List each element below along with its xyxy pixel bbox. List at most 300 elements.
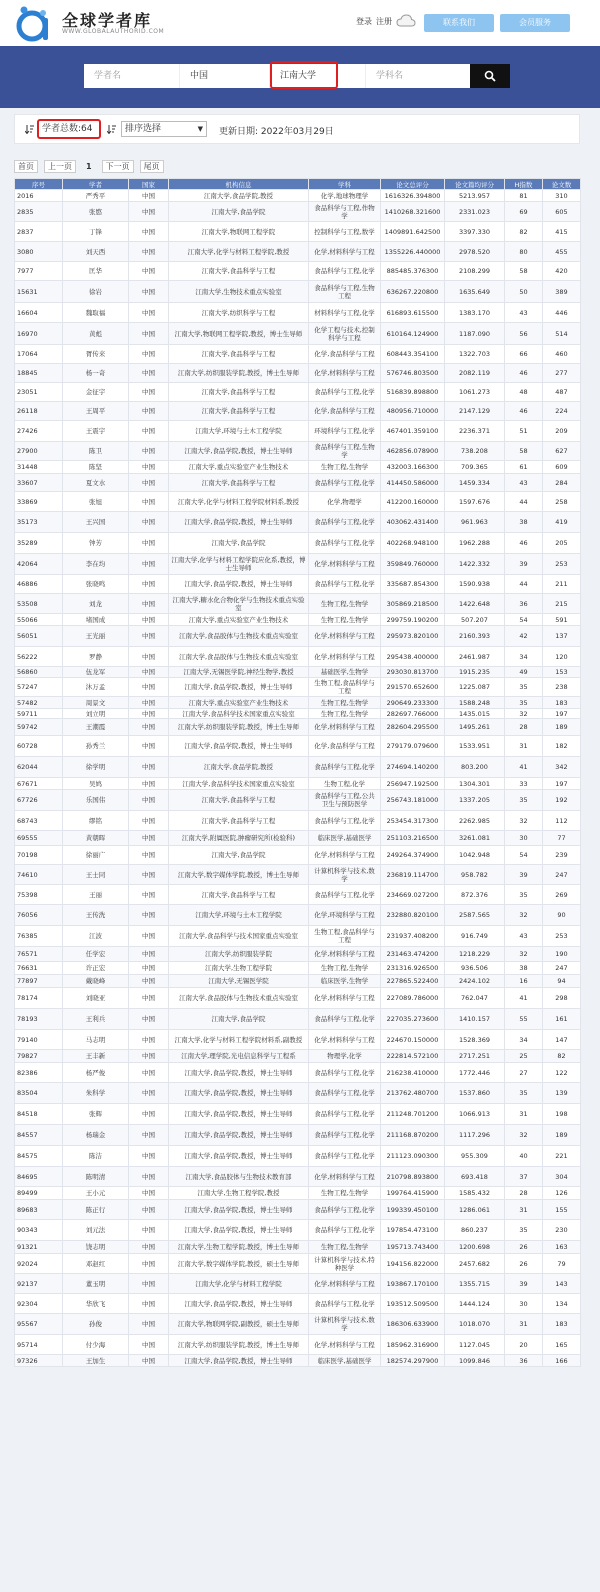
logo-title[interactable]: 全球学者库 — [62, 11, 153, 30]
cell-avg-score: 1585.432 — [445, 1187, 505, 1200]
table-row[interactable] — [15, 1030, 581, 1050]
cell-total-score: 608443.354100 — [381, 345, 445, 364]
cell-scholar-name[interactable]: 乐国伟 — [63, 790, 129, 811]
table-row[interactable] — [15, 1104, 581, 1125]
cell-h-index: 82 — [505, 222, 543, 242]
cell-scholar-name[interactable]: 王震宇 — [63, 421, 129, 442]
cell-scholar-name[interactable]: 王士同 — [63, 865, 129, 885]
cell-paper-count: 277 — [543, 364, 581, 383]
cell-h-index: 35 — [505, 1220, 543, 1241]
cell-paper-count: 247 — [543, 865, 581, 885]
cell-index: 33607 — [15, 474, 63, 492]
cell-paper-count: 446 — [543, 303, 581, 323]
cell-subject: 临床医学,基础医学 — [309, 831, 381, 846]
cell-scholar-name[interactable]: 王周平 — [63, 402, 129, 421]
table-row[interactable] — [15, 1241, 581, 1254]
cell-scholar-name[interactable]: 华欣飞 — [63, 1294, 129, 1314]
cell-h-index: 31 — [505, 1314, 543, 1335]
cell-scholar-name[interactable]: 吴鸠 — [63, 778, 129, 790]
cell-h-index: 54 — [505, 846, 543, 865]
cell-country: 中国 — [129, 554, 169, 575]
cell-scholar-name[interactable]: 徐丽广 — [63, 846, 129, 865]
cell-country: 中国 — [129, 905, 169, 926]
table-row[interactable] — [15, 926, 581, 947]
cell-scholar-name[interactable]: 沐万孟 — [63, 678, 129, 697]
table-row[interactable] — [15, 790, 581, 811]
cell-scholar-name[interactable]: 刘晓亚 — [63, 988, 129, 1009]
table-row[interactable] — [15, 421, 581, 442]
cell-country: 中国 — [129, 364, 169, 383]
cell-h-index: 41 — [505, 988, 543, 1009]
cell-index: 90343 — [15, 1220, 63, 1241]
table-row[interactable] — [15, 492, 581, 512]
cell-avg-score: 2108.299 — [445, 262, 505, 281]
cell-index: 27426 — [15, 421, 63, 442]
cell-h-index: 38 — [505, 962, 543, 975]
cell-scholar-name[interactable]: 陈正行 — [63, 1200, 129, 1220]
cell-avg-score: 916.749 — [445, 926, 505, 947]
cell-avg-score: 738.208 — [445, 442, 505, 461]
cell-institution: 江南大学,理学院,光电信息科学与工程系 — [169, 1050, 309, 1063]
sort-order-icon[interactable] — [107, 124, 116, 134]
contact-us-button[interactable]: 联系我们 — [424, 14, 494, 32]
table-row[interactable] — [15, 1050, 581, 1063]
cell-scholar-name[interactable]: 徐岩 — [63, 281, 129, 303]
cell-avg-score: 961.963 — [445, 512, 505, 533]
cell-scholar-name[interactable]: 孙秀兰 — [63, 736, 129, 757]
cell-index: 60728 — [15, 736, 63, 757]
cell-scholar-name[interactable]: 孙俊 — [63, 1314, 129, 1335]
cell-subject: 食品科学与工程,化学 — [309, 757, 381, 778]
cell-scholar-name[interactable]: 李在均 — [63, 554, 129, 575]
cell-paper-count: 198 — [543, 1104, 581, 1125]
cell-index: 79140 — [15, 1030, 63, 1050]
table-row[interactable] — [15, 442, 581, 461]
cell-country: 中国 — [129, 811, 169, 831]
cell-subject: 生物工程,生物学 — [309, 1187, 381, 1200]
cell-avg-score: 872.376 — [445, 885, 505, 905]
institution-input[interactable] — [270, 64, 366, 88]
cell-avg-score: 1286.061 — [445, 1200, 505, 1220]
cell-scholar-name[interactable]: 王兴国 — [63, 512, 129, 533]
cell-index: 84518 — [15, 1104, 63, 1125]
cell-country: 中国 — [129, 1254, 169, 1274]
cell-h-index: 46 — [505, 364, 543, 383]
cell-institution: 江南大学,重点实验室产业生物技术 — [169, 614, 309, 626]
cell-paper-count: 112 — [543, 811, 581, 831]
table-row[interactable] — [15, 345, 581, 364]
cell-institution: 江南大学,化学与材料工程学院 — [169, 1274, 309, 1294]
cell-paper-count: 224 — [543, 402, 581, 421]
cell-scholar-name[interactable]: 黄朝晖 — [63, 831, 129, 846]
cell-h-index: 26 — [505, 1254, 543, 1274]
cell-avg-score: 2424.102 — [445, 975, 505, 988]
table-row[interactable] — [15, 202, 581, 222]
cell-institution: 江南大学,纺织服装学院,教授，博士生导师 — [169, 364, 309, 383]
cell-avg-score: 1533.951 — [445, 736, 505, 757]
cell-total-score: 516839.898800 — [381, 383, 445, 402]
cell-institution: 江南大学,化学与材料工程学院应化系,教授，博士生导师 — [169, 554, 309, 575]
cell-paper-count: 455 — [543, 242, 581, 262]
table-row[interactable] — [15, 757, 581, 778]
table-row[interactable] — [15, 1146, 581, 1167]
cell-h-index: 61 — [505, 461, 543, 474]
cell-country: 中国 — [129, 736, 169, 757]
cell-total-score: 1410268.321600 — [381, 202, 445, 222]
cell-index: 56051 — [15, 626, 63, 647]
table-row[interactable] — [15, 905, 581, 926]
cell-scholar-name[interactable]: 张辉 — [63, 1104, 129, 1125]
table-row[interactable] — [15, 281, 581, 303]
cell-scholar-name[interactable]: 杨严俊 — [63, 1063, 129, 1083]
cell-scholar-name[interactable]: 许正宏 — [63, 962, 129, 975]
cell-avg-score: 2331.023 — [445, 202, 505, 222]
cell-scholar-name[interactable]: 陈明清 — [63, 1167, 129, 1187]
table-row[interactable] — [15, 811, 581, 831]
table-body — [15, 190, 581, 1367]
cell-scholar-name[interactable]: 王加生 — [63, 1355, 129, 1367]
table-row[interactable] — [15, 1187, 581, 1200]
table-row[interactable] — [15, 1125, 581, 1146]
table-row[interactable] — [15, 831, 581, 846]
cell-h-index: 51 — [505, 421, 543, 442]
cell-scholar-name[interactable]: 朱科学 — [63, 1083, 129, 1104]
cell-scholar-name[interactable]: 伍龙军 — [63, 667, 129, 678]
cell-total-score: 194156.822000 — [381, 1254, 445, 1274]
cell-paper-count: 460 — [543, 345, 581, 364]
cell-paper-count: 205 — [543, 533, 581, 554]
cell-scholar-name[interactable]: 王小元 — [63, 1187, 129, 1200]
table-row[interactable] — [15, 402, 581, 421]
cell-index: 92024 — [15, 1254, 63, 1274]
cell-scholar-name[interactable]: 陈坚 — [63, 461, 129, 474]
cell-subject: 化学,材料科学与工程 — [309, 988, 381, 1009]
cell-subject: 食品科学与工程,化学 — [309, 1009, 381, 1030]
cell-total-score: 274694.140200 — [381, 757, 445, 778]
cell-scholar-name[interactable]: 刘天西 — [63, 242, 129, 262]
cell-index: 33869 — [15, 492, 63, 512]
table-row[interactable] — [15, 1314, 581, 1335]
table-row[interactable] — [15, 865, 581, 885]
cell-scholar-name[interactable]: 马志明 — [63, 1030, 129, 1050]
cell-country: 中国 — [129, 442, 169, 461]
cell-scholar-name[interactable]: 王传洗 — [63, 905, 129, 926]
cell-scholar-name[interactable]: 王光丽 — [63, 626, 129, 647]
table-row[interactable] — [15, 1294, 581, 1314]
table-row[interactable] — [15, 962, 581, 975]
table-row[interactable] — [15, 383, 581, 402]
cell-institution: 江南大学,食品学院,教授，博士生导师 — [169, 1200, 309, 1220]
table-row[interactable] — [15, 512, 581, 533]
update-date — [219, 124, 334, 137]
next-page-button[interactable]: 下一页 — [102, 160, 134, 173]
cell-scholar-name[interactable]: 张晓鸣 — [63, 575, 129, 594]
cell-h-index: 54 — [505, 614, 543, 626]
cell-total-score: 291570.652600 — [381, 678, 445, 697]
cell-scholar-name[interactable]: 戴晓峰 — [63, 975, 129, 988]
cell-index: 89499 — [15, 1187, 63, 1200]
cell-scholar-name[interactable]: 王潮霞 — [63, 719, 129, 736]
cell-paper-count: 190 — [543, 947, 581, 962]
table-row[interactable] — [15, 626, 581, 647]
cell-country: 中国 — [129, 594, 169, 614]
cell-index: 76631 — [15, 962, 63, 975]
cell-scholar-name[interactable]: 周景文 — [63, 697, 129, 709]
cell-avg-score: 693.418 — [445, 1167, 505, 1187]
cell-avg-score: 1772.446 — [445, 1063, 505, 1083]
sort-select[interactable] — [121, 121, 207, 137]
cell-subject: 临床医学,生物学 — [309, 975, 381, 988]
table-row[interactable] — [15, 678, 581, 697]
table-row[interactable] — [15, 594, 581, 614]
cell-country: 中国 — [129, 1220, 169, 1241]
cell-scholar-name[interactable]: 任学宏 — [63, 947, 129, 962]
table-row[interactable] — [15, 1063, 581, 1083]
cell-institution: 江南大学,食品学院 — [169, 846, 309, 865]
cell-scholar-name[interactable]: 刘元法 — [63, 1220, 129, 1241]
cell-index: 67726 — [15, 790, 63, 811]
cell-country: 中国 — [129, 778, 169, 790]
table-row[interactable] — [15, 1335, 581, 1355]
cell-paper-count: 183 — [543, 1314, 581, 1335]
cell-avg-score: 2717.251 — [445, 1050, 505, 1063]
cell-scholar-name[interactable]: 丁锋 — [63, 222, 129, 242]
cloud-icon[interactable] — [396, 13, 416, 29]
table-row[interactable] — [15, 614, 581, 626]
table-row[interactable] — [15, 554, 581, 575]
cell-institution: 江南大学,食品学院 — [169, 202, 309, 222]
table-row[interactable] — [15, 697, 581, 709]
logo-icon[interactable] — [14, 4, 54, 42]
subject-input[interactable]: 学科名 — [376, 71, 404, 81]
table-row[interactable] — [15, 709, 581, 719]
table-row[interactable] — [15, 988, 581, 1009]
cell-paper-count: 163 — [543, 1241, 581, 1254]
scholar-name-input[interactable]: 学者名 — [84, 64, 180, 88]
table-row[interactable] — [15, 364, 581, 383]
cell-paper-count: 182 — [543, 736, 581, 757]
table-row[interactable] — [15, 1083, 581, 1104]
cell-scholar-name[interactable]: 黄彪 — [63, 323, 129, 345]
cell-index: 17064 — [15, 345, 63, 364]
cell-country: 中国 — [129, 1146, 169, 1167]
cell-avg-score: 1444.124 — [445, 1294, 505, 1314]
cell-scholar-name[interactable]: 刘立明 — [63, 709, 129, 719]
table-row[interactable] — [15, 1355, 581, 1367]
cell-subject: 食品科学与工程,化学 — [309, 1294, 381, 1314]
table-row[interactable] — [15, 533, 581, 554]
cell-avg-score: 2978.520 — [445, 242, 505, 262]
cell-scholar-name[interactable]: 匡华 — [63, 262, 129, 281]
cell-subject: 食品科学与工程,化学 — [309, 1220, 381, 1241]
cell-total-score: 193512.509500 — [381, 1294, 445, 1314]
cell-h-index: 48 — [505, 383, 543, 402]
sort-icon[interactable] — [25, 124, 34, 134]
cell-scholar-name[interactable]: 王丰新 — [63, 1050, 129, 1063]
table-row[interactable] — [15, 1274, 581, 1294]
cell-scholar-name[interactable]: 堵国成 — [63, 614, 129, 626]
last-page-button[interactable]: 尾页 — [140, 160, 164, 173]
cell-scholar-name[interactable]: 董玉明 — [63, 1274, 129, 1294]
cell-paper-count: 90 — [543, 905, 581, 926]
cell-index: 57482 — [15, 697, 63, 709]
table-row[interactable] — [15, 947, 581, 962]
table-row[interactable] — [15, 461, 581, 474]
cell-country: 中国 — [129, 281, 169, 303]
cell-paper-count: 284 — [543, 474, 581, 492]
cell-subject: 生物工程,生物学 — [309, 697, 381, 709]
cell-total-score: 236819.114700 — [381, 865, 445, 885]
cell-scholar-name[interactable]: 钟芳 — [63, 533, 129, 554]
table-row[interactable] — [15, 736, 581, 757]
cell-avg-score: 762.047 — [445, 988, 505, 1009]
cell-scholar-name[interactable]: 饶志明 — [63, 1241, 129, 1254]
table-row[interactable] — [15, 303, 581, 323]
search-button[interactable] — [470, 64, 510, 88]
table-row[interactable] — [15, 1200, 581, 1220]
cell-total-score: 403062.431400 — [381, 512, 445, 533]
cell-scholar-name[interactable]: 徐学明 — [63, 757, 129, 778]
cell-h-index: 32 — [505, 709, 543, 719]
cell-scholar-name[interactable]: 金征宇 — [63, 383, 129, 402]
cell-scholar-name[interactable]: 杨一奇 — [63, 364, 129, 383]
table-row[interactable] — [15, 1254, 581, 1274]
cell-total-score: 335687.854300 — [381, 575, 445, 594]
cell-paper-count: 79 — [543, 1254, 581, 1274]
table-row[interactable] — [15, 222, 581, 242]
prev-page-button[interactable]: 上一页 — [44, 160, 76, 173]
cell-avg-score: 1337.205 — [445, 790, 505, 811]
cell-scholar-name[interactable]: 杨瑞金 — [63, 1125, 129, 1146]
cell-paper-count: 253 — [543, 554, 581, 575]
cell-avg-score: 2147.129 — [445, 402, 505, 421]
cell-scholar-name[interactable]: 胥传来 — [63, 345, 129, 364]
cell-h-index: 25 — [505, 1050, 543, 1063]
cell-index: 76385 — [15, 926, 63, 947]
table-row[interactable] — [15, 647, 581, 667]
cell-total-score: 462856.078900 — [381, 442, 445, 461]
table-row[interactable] — [15, 1220, 581, 1241]
cell-country: 中国 — [129, 975, 169, 988]
cell-scholar-name[interactable]: 王丽 — [63, 885, 129, 905]
cell-subject: 食品科学与工程,化学 — [309, 383, 381, 402]
cell-scholar-name[interactable]: 严秀平 — [63, 190, 129, 202]
cell-scholar-name[interactable]: 陈卫 — [63, 442, 129, 461]
cell-scholar-name[interactable]: 夏文水 — [63, 474, 129, 492]
table-row[interactable] — [15, 885, 581, 905]
cell-h-index: 36 — [505, 594, 543, 614]
logo-subtitle: WWW.GLOBALAUTHORID.COM — [62, 28, 165, 35]
cell-scholar-name[interactable]: 陈洁 — [63, 1146, 129, 1167]
cell-scholar-name[interactable]: 魏取福 — [63, 303, 129, 323]
cell-scholar-name[interactable]: 张旭 — [63, 492, 129, 512]
cell-scholar-name[interactable]: 刘龙 — [63, 594, 129, 614]
cell-h-index: 26 — [505, 1241, 543, 1254]
cell-country: 中国 — [129, 790, 169, 811]
table-row[interactable] — [15, 778, 581, 790]
cell-index: 84557 — [15, 1125, 63, 1146]
cell-subject: 临床医学,基础医学 — [309, 1355, 381, 1367]
cell-country: 中国 — [129, 614, 169, 626]
cell-avg-score: 1225.087 — [445, 678, 505, 697]
cell-scholar-name[interactable]: 付少海 — [63, 1335, 129, 1355]
cell-country: 中国 — [129, 474, 169, 492]
table-row[interactable] — [15, 975, 581, 988]
table-row[interactable] — [15, 1009, 581, 1030]
table-row[interactable] — [15, 846, 581, 865]
cell-h-index: 69 — [505, 202, 543, 222]
table-row[interactable] — [15, 190, 581, 202]
table-row[interactable] — [15, 1167, 581, 1187]
cell-index: 18845 — [15, 364, 63, 383]
cell-index: 95567 — [15, 1314, 63, 1335]
cell-paper-count: 605 — [543, 202, 581, 222]
cell-avg-score: 803.200 — [445, 757, 505, 778]
cell-avg-score: 3397.330 — [445, 222, 505, 242]
cell-subject: 食品科学与工程,化学 — [309, 885, 381, 905]
table-row[interactable] — [15, 667, 581, 678]
cell-subject: 食品科学与工程,公共卫生与预防医学 — [309, 790, 381, 811]
country-input[interactable]: 中国 — [180, 64, 270, 88]
cell-total-score: 227035.273600 — [381, 1009, 445, 1030]
cell-total-score: 224670.150000 — [381, 1030, 445, 1050]
table-row[interactable] — [15, 719, 581, 736]
register-link[interactable]: 注册 — [376, 17, 392, 26]
cell-avg-score: 5213.957 — [445, 190, 505, 202]
cell-total-score: 231316.926500 — [381, 962, 445, 975]
cell-h-index: 42 — [505, 626, 543, 647]
cell-h-index: 35 — [505, 885, 543, 905]
cell-scholar-name[interactable]: 邓赵红 — [63, 1254, 129, 1274]
table-row[interactable] — [15, 242, 581, 262]
first-page-button[interactable]: 首页 — [14, 160, 38, 173]
table-row[interactable] — [15, 262, 581, 281]
cell-institution: 江南大学,食品学院,教授，博士生导师 — [169, 736, 309, 757]
cell-country: 中国 — [129, 647, 169, 667]
cell-h-index: 31 — [505, 1200, 543, 1220]
cell-index: 56860 — [15, 667, 63, 678]
cell-avg-score: 2457.682 — [445, 1254, 505, 1274]
cell-scholar-name[interactable]: 缪铭 — [63, 811, 129, 831]
cell-institution: 江南大学,食品科学与工程 — [169, 383, 309, 402]
cell-index: 69555 — [15, 831, 63, 846]
cell-h-index: 55 — [505, 1009, 543, 1030]
cell-institution: 江南大学,食品学院,教授，博士生导师 — [169, 1146, 309, 1167]
cell-subject: 食品科学与工程,化学 — [309, 1125, 381, 1146]
cell-paper-count: 183 — [543, 697, 581, 709]
table-row[interactable] — [15, 575, 581, 594]
table-row[interactable] — [15, 323, 581, 345]
cell-country: 中国 — [129, 303, 169, 323]
member-service-button[interactable]: 会员服务 — [500, 14, 570, 32]
cell-scholar-name[interactable]: 罗静 — [63, 647, 129, 667]
cell-scholar-name[interactable]: 王利兵 — [63, 1009, 129, 1030]
cell-country: 中国 — [129, 190, 169, 202]
cell-total-score: 610164.124900 — [381, 323, 445, 345]
cell-subject: 计算机科学与技术,特种医学 — [309, 1254, 381, 1274]
cell-scholar-name[interactable]: 江波 — [63, 926, 129, 947]
cell-index: 79827 — [15, 1050, 63, 1063]
cell-institution: 江南大学,食品学院,教授，博士生导师 — [169, 1083, 309, 1104]
cell-paper-count: 94 — [543, 975, 581, 988]
cell-country: 中国 — [129, 1083, 169, 1104]
cell-index: 95714 — [15, 1335, 63, 1355]
search-banner — [0, 46, 600, 108]
cell-scholar-name[interactable]: 张愍 — [63, 202, 129, 222]
table-row[interactable] — [15, 474, 581, 492]
login-link[interactable]: 登录 — [356, 17, 372, 26]
cell-total-score: 185962.316900 — [381, 1335, 445, 1355]
